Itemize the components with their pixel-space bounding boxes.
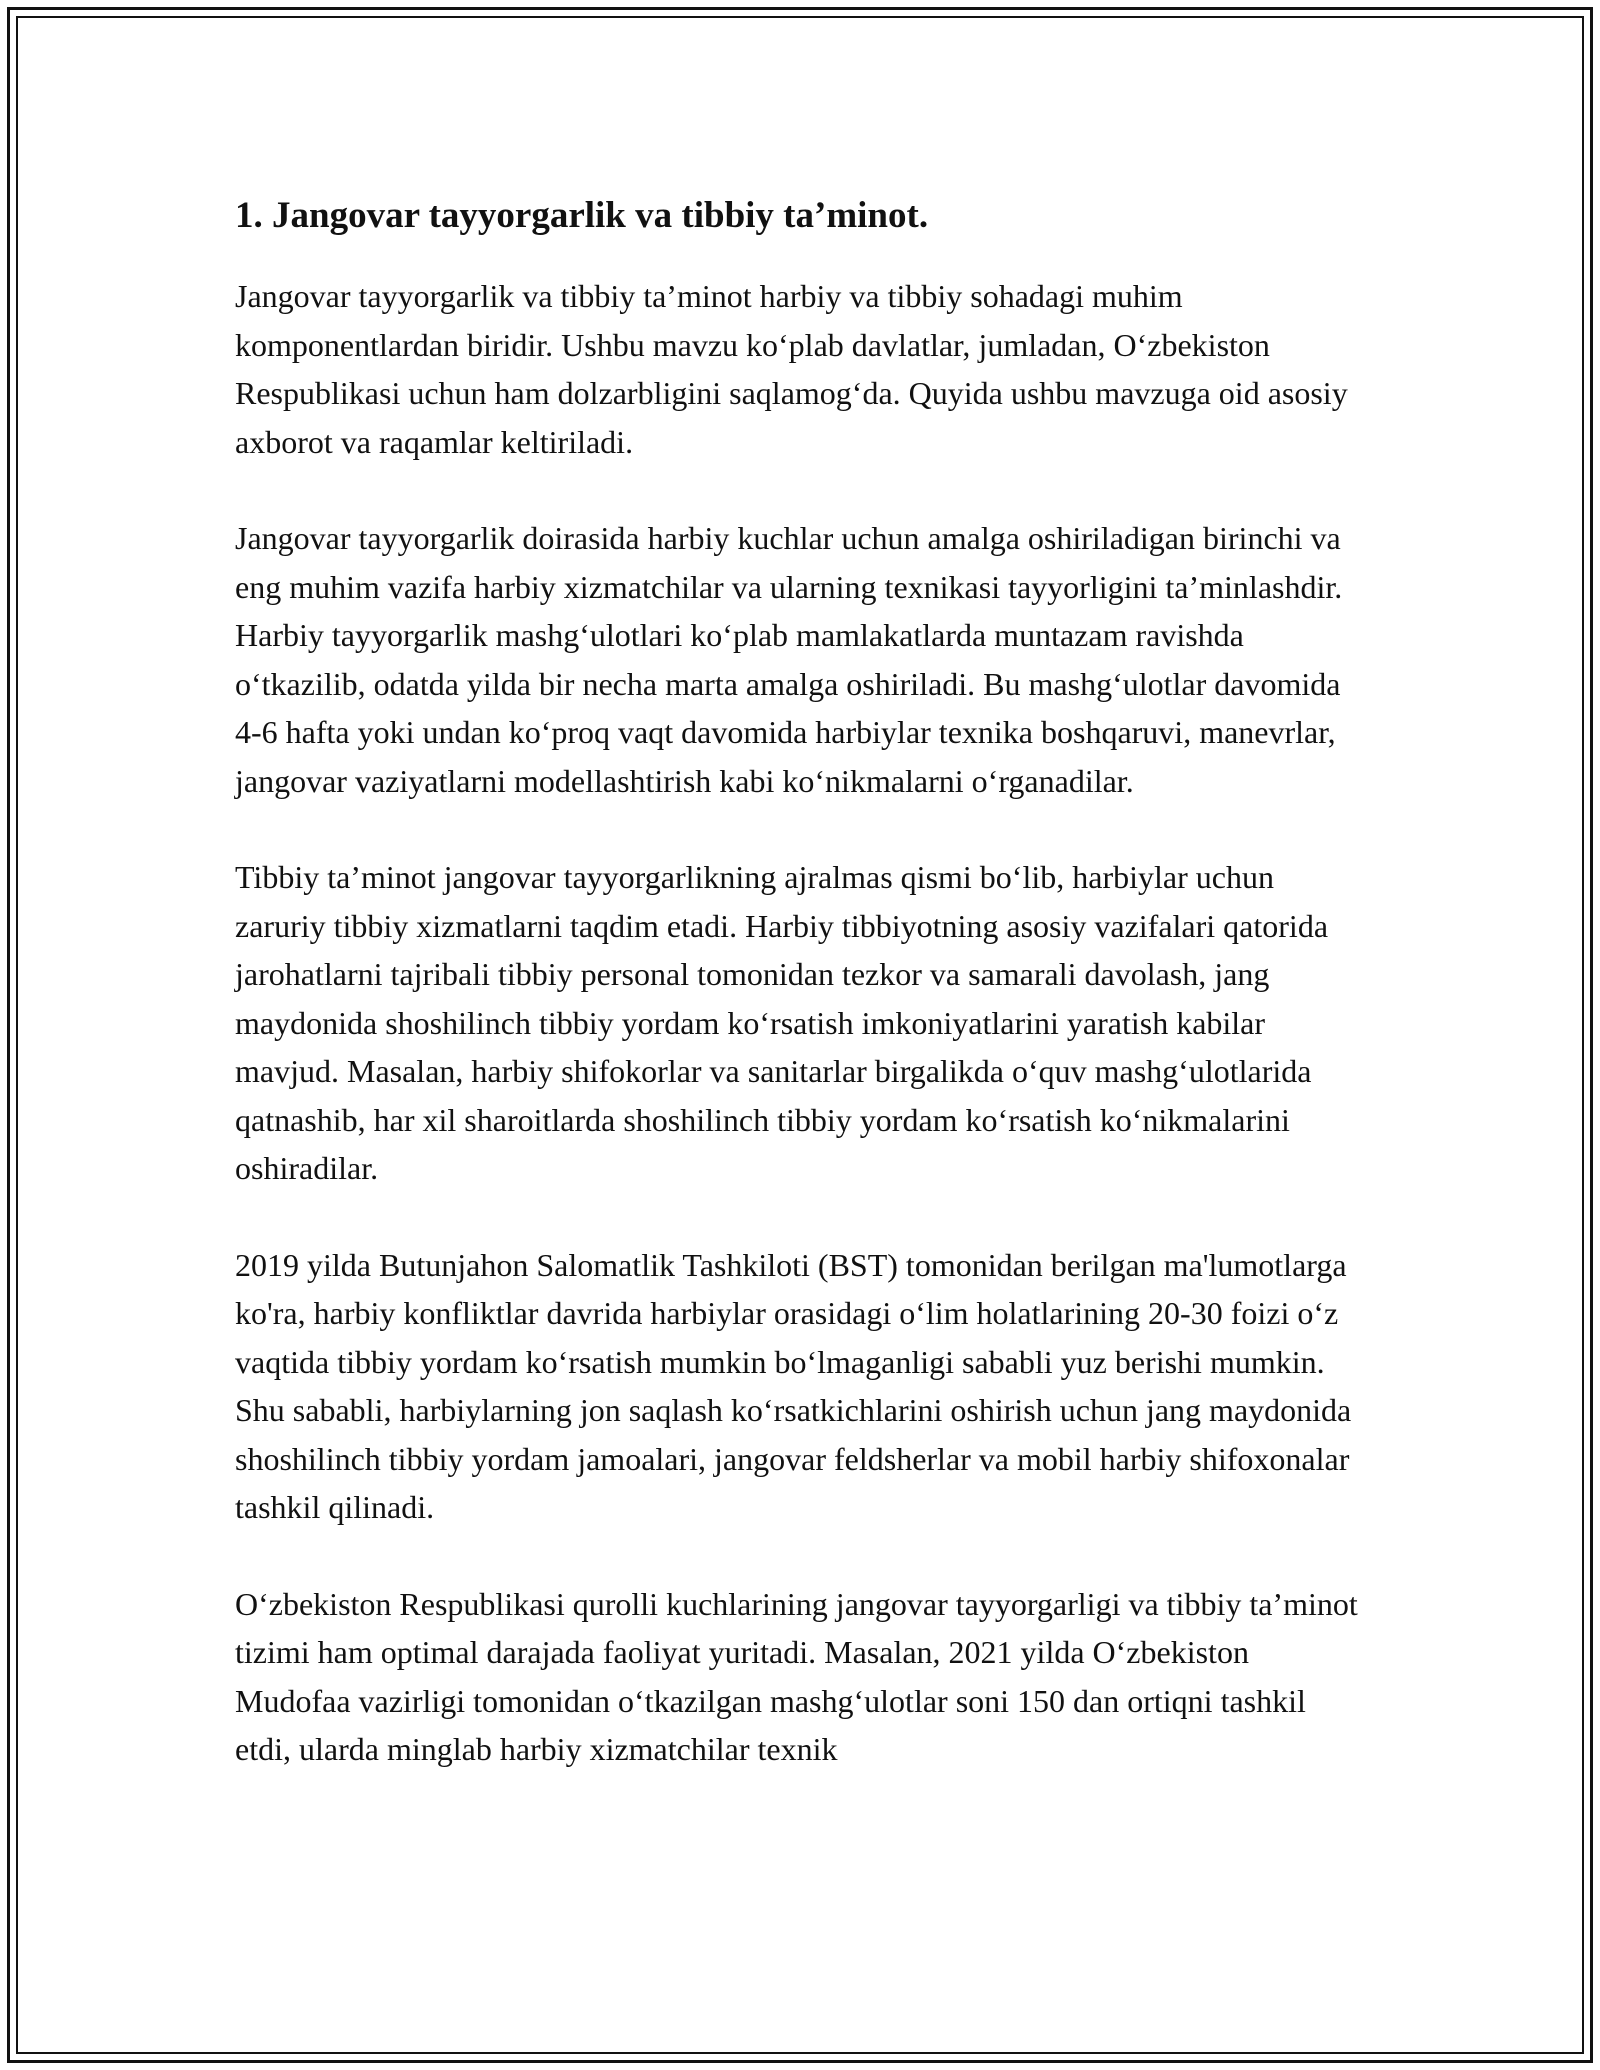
paragraph-medical-support: Tibbiy ta’minot jangovar tayyorgarlikning ajralmas qismi bo‘lib, harbiylar uchun zaruriy tibbiy xizmatlarni taqdim etadi. Harbiy tibbiyotning asosiy vazifalari qatorida jarohatlarni tajribali tibbiy personal tomonidan tezkor va samarali davolash, jang maydonida shoshilinch tibbiy yordam ko‘rsatish imkoniyatlarini yaratish kabilar mavjud. Masalan, harbiy shifokorlar va sanitarlar birgalikda o‘quv mashg‘ulotlarida qatnashib, har xil sharoitlarda shoshilinch tibbiy yordam ko‘rsatish ko‘nikmalarini oshiradilar.	[235, 859, 1329, 1186]
section-heading: 1. Jangovar tayyorgarlik va tibbiy ta’minot.	[235, 195, 929, 236]
paragraph-combat-readiness: Jangovar tayyorgarlik doirasida harbiy kuchlar uchun amalga oshiriladigan birinchi va eng muhim vazifa harbiy xizmatchilar va ularning texnikasi tayyorligini ta’minlashdir. Harbiy tayyorgarlik mashg‘ulotlari ko‘plab mamlakatlarda muntazam ravishda o‘tkazilib, odatda yilda bir necha marta amalga oshiriladi. Bu mashg‘ulotlar davomida 4-6 hafta yoki undan ko‘proq vaqt davomida harbiylar texnika boshqaruvi, manevrlar, jangovar vaziyatlarni modellashtirish kabi ko‘nikmalarni o‘rganadilar.	[235, 520, 1343, 799]
paragraph-intro: Jangovar tayyorgarlik va tibbiy ta’minot harbiy va tibbiy sohadagi muhim komponentlardan biridir. Ushbu mavzu ko‘plab davlatlar, jumladan, O‘zbekiston Respublikasi uchun ham dolzarbligini saqlamog‘da. Quyida ushbu mavzuga oid asosiy axborot va raqamlar keltiriladi.	[235, 278, 1348, 460]
document-body	[235, 188, 1365, 1822]
paragraph-uzbekistan: O‘zbekiston Respublikasi qurolli kuchlarining jangovar tayyorgarligi va tibbiy ta’minot tizimi ham optimal darajada faoliyat yuritadi. Masalan, 2021 yilda O‘zbekiston Mudofaa vazirligi tomonidan o‘tkazilgan mashg‘ulotlar soni 150 dan ortiqni tashkil etdi, ularda minglab harbiy xizmatchilar texnik	[235, 1585, 1358, 1767]
paragraph-who-statistics: 2019 yilda Butunjahon Salomatlik Tashkiloti (BST) tomonidan berilgan ma'lumotlarga ko'ra, harbiy konfliktlar davrida harbiylar orasidagi o‘lim holatlarining 20-30 foizi o‘z vaqtida tibbiy yordam ko‘rsatish mumkin bo‘lmaganligi sababli yuz berishi mumkin. Shu sababli, harbiylarning jon saqlash ko‘rsatkichlarini oshirish uchun jang maydonida shoshilinch tibbiy yordam jamoalari, jangovar feldsherlar va mobil harbiy shifoxonalar tashkil qilinadi.	[235, 1246, 1352, 1525]
